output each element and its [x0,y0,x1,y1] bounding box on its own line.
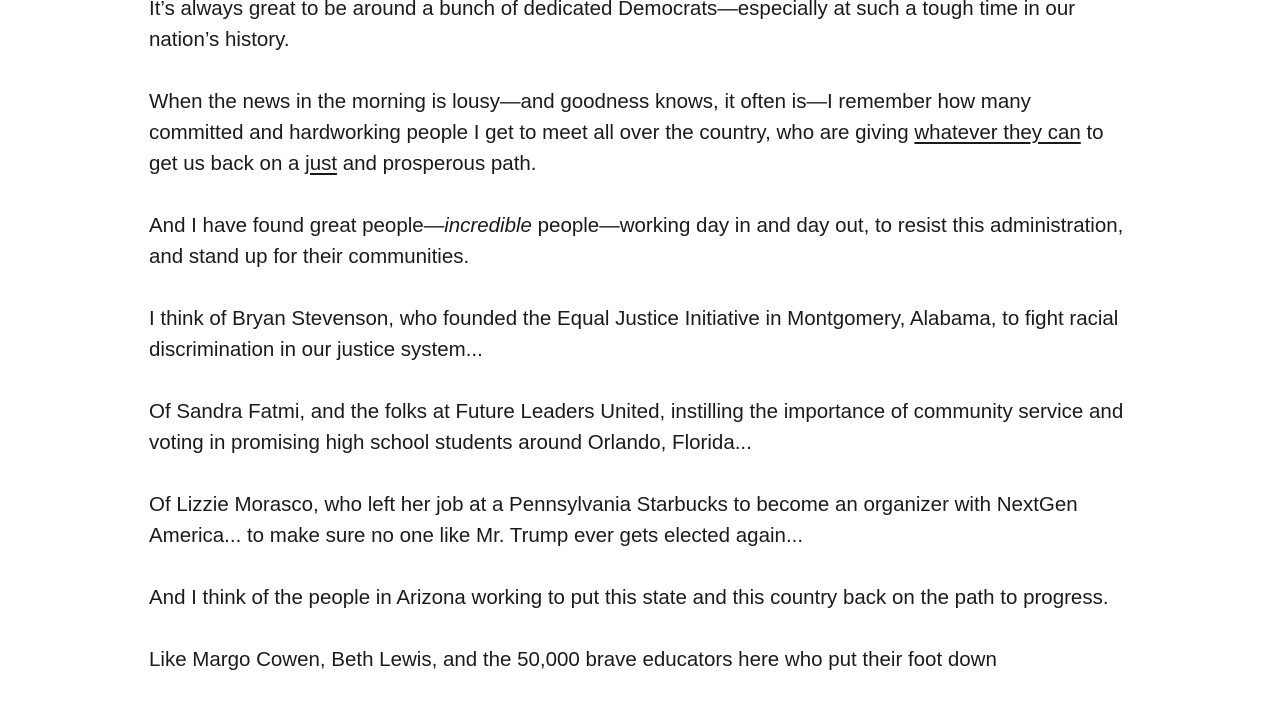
paragraph-4-text: I think of Bryan Stevenson, who founded the Equal Justice Initiative in Montgomery, Alabama, to fight racial discrimination in our justice system... [149,307,1119,361]
paragraph-1-text: It’s always great to be around a bunch of dedicated Democrats—especially at such a tough time in our nation’s history. [149,0,1076,51]
paragraph-2-text-b: to get us back on a [149,121,1104,175]
paragraph-6 [149,489,1129,551]
paragraph-4 [149,303,1129,365]
paragraph-7-text: And I think of the people in Arizona working to put this state and this country back on the path to progress. [149,586,1109,609]
document-body [149,0,1129,706]
paragraph-7 [149,582,1129,613]
paragraph-5-text: Of Sandra Fatmi, and the folks at Future Leaders United, instilling the importance of community service and voting in promising high school students around Orlando, Florida... [149,400,1124,454]
underlined-word-just: just [305,152,338,175]
paragraph-2 [149,86,1129,179]
paragraph-8-text: Like Margo Cowen, Beth Lewis, and the 50,000 brave educators here who put their foot down [149,648,997,671]
paragraph-5 [149,396,1129,458]
paragraph-2-text-a: When the news in the morning is lousy—and goodness knows, it often is—I remember how many committed and hardworking people I get to meet all over the country, who are giving [149,90,1031,144]
underlined-phrase-whatever-they-can: whatever they can [914,121,1081,144]
paragraph-2-text-c: and prosperous path. [337,152,537,175]
paragraph-3 [149,210,1129,272]
italic-word-incredible: incredible [444,214,532,237]
paragraph-8 [149,644,1129,675]
paragraph-6-text: Of Lizzie Morasco, who left her job at a Pennsylvania Starbucks to become an organizer with NextGen America... to make sure no one like Mr. Trump ever gets elected again... [149,493,1078,547]
paragraph-3-text-a: And I have found great people— [149,214,445,237]
paragraph-1 [149,0,1129,55]
paragraph-3-text-b: people—working day in and day out, to resist this administration, and stand up for their communities. [149,214,1124,268]
